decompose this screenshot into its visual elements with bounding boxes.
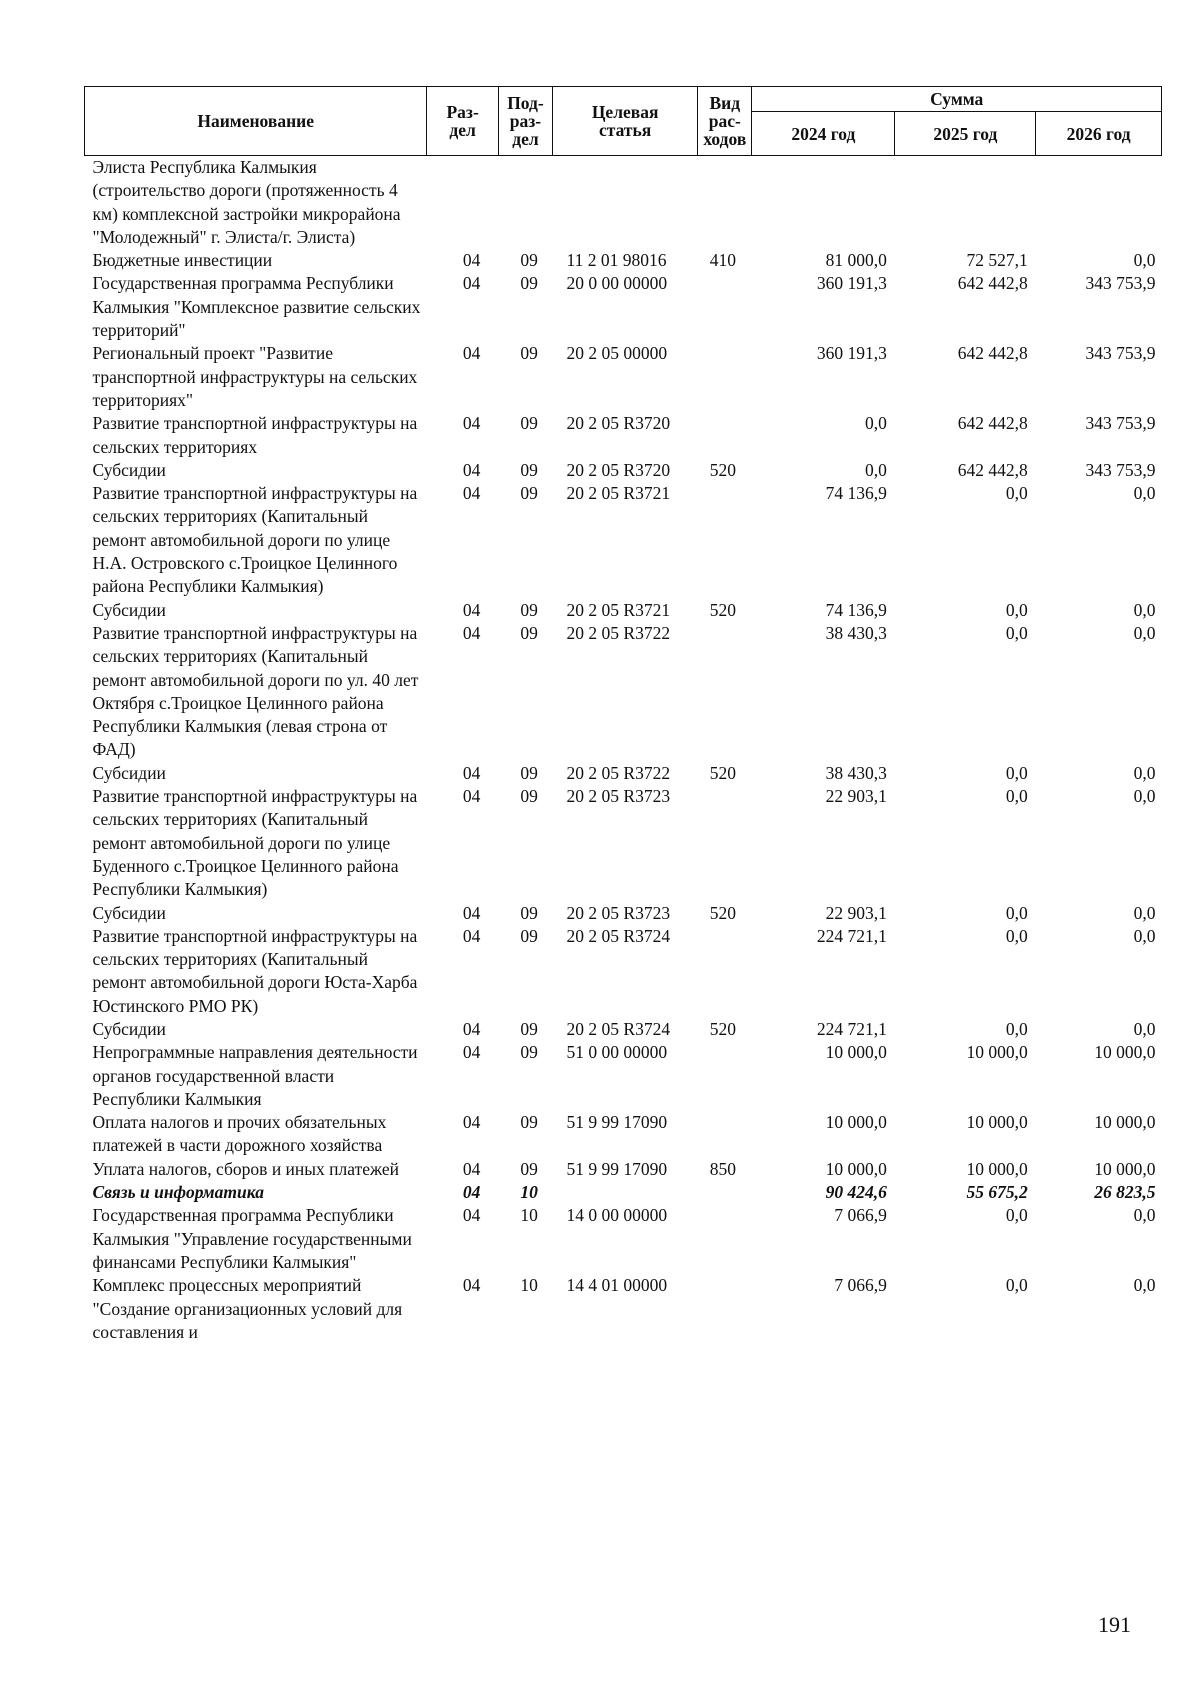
cell-2026: 0,0 [1133,762,1156,783]
cell-vid [698,785,752,901]
cell-vid [698,156,752,250]
cell-razdel: 04 [462,622,481,643]
cell-vid [698,622,752,762]
cell-razdel: 04 [462,925,481,946]
cell-name: Связь и информатика [92,1182,264,1203]
cell-article: 20 2 05 R3722 [566,762,671,783]
cell-vid [698,1204,752,1274]
cell-vid [698,412,752,459]
cell-podrazdel: 09 [520,762,538,783]
cell-article: 20 2 05 R3723 [566,786,671,807]
table-row [85,272,1162,342]
cell-2026 [1036,156,1162,250]
cell-vid [698,482,752,598]
cell-2026: 0,0 [1133,925,1156,946]
cell-vid [698,1274,752,1344]
cell-2024: 0,0 [865,459,887,480]
cell-2024: 38 430,3 [825,762,887,783]
cell-razdel: 04 [462,1182,481,1203]
cell-name: Развитие транспортной инфраструктуры на сельских территориях (Капитальный ремонт автомобильной дороги по ул. 40 лет Октября с.Троицкое Целинного района Республики Калмыкия (левая строна от ФАД) [92,622,419,760]
cell-razdel: 04 [462,786,481,807]
cell-name: Развитие транспортной инфраструктуры на сельских территориях (Капитальный ремонт автомобильной дороги по улице Н.А. Островского с.Троицкое Целинного района Республики Калмыкия) [92,483,418,597]
cell-2025: 642 442,8 [957,413,1028,434]
cell-vid: 520 [709,459,736,480]
cell-vid: 410 [709,250,736,271]
cell-name: Бюджетные инвестиции [92,250,273,271]
cell-razdel: 04 [462,1112,481,1133]
cell-podrazdel: 09 [520,1018,538,1039]
cell-article: 51 0 00 00000 [566,1042,668,1063]
cell-podrazdel: 09 [520,925,538,946]
cell-2025: 642 442,8 [957,273,1028,294]
cell-vid: 520 [709,1018,736,1039]
cell-2026: 0,0 [1133,1275,1156,1296]
cell-podrazdel: 09 [520,902,538,923]
cell-2025: 0,0 [1005,1018,1028,1039]
cell-2024: 22 903,1 [825,902,887,923]
cell-name: Субсидии [92,902,166,923]
cell-name: Региональный проект "Развитие транспортной инфраструктуры на сельских территориях" [92,343,418,410]
table-row [85,459,1162,482]
cell-name: Государственная программа Республики Калмыкия "Комплексное развитие сельских территорий" [92,273,421,341]
cell-2025: 0,0 [1005,483,1028,504]
table-row [85,785,1162,901]
cell-2024: 360 191,3 [816,343,887,364]
cell-podrazdel: 09 [520,1158,538,1179]
cell-2026: 0,0 [1133,1205,1156,1226]
header-name: Наименование [85,87,427,156]
cell-podrazdel: 09 [520,786,538,807]
cell-2024: 38 430,3 [825,622,887,643]
cell-podrazdel [498,156,552,250]
cell-2024: 22 903,1 [825,786,887,807]
cell-vid [698,272,752,342]
cell-2026: 10 000,0 [1094,1112,1156,1133]
cell-name: Субсидии [92,762,166,783]
cell-2025: 642 442,8 [957,459,1028,480]
cell-article: 51 9 99 17090 [566,1158,668,1179]
table-row [85,1111,1162,1158]
cell-podrazdel: 09 [520,1042,538,1063]
cell-name: Развитие транспортной инфраструктуры на сельских территориях (Капитальный ремонт автомобильной дороги по улице Буденного с.Троицкое Целинного района Республики Калмыкия) [92,786,418,900]
table-row [85,1204,1162,1274]
cell-2024: 7 066,9 [834,1205,887,1226]
cell-razdel: 04 [462,1042,481,1063]
table-body [85,156,1162,1345]
cell-article: 11 2 01 98016 [566,250,667,271]
cell-2024 [752,156,895,250]
header-summa: Сумма [752,87,1162,112]
cell-2025: 0,0 [1005,599,1028,620]
cell-2026: 10 000,0 [1094,1158,1156,1179]
cell-2024: 10 000,0 [825,1112,887,1133]
cell-2025: 0,0 [1005,1205,1028,1226]
header-vid-text: Вид рас- ходов [703,93,747,149]
table-row [85,1274,1162,1344]
cell-2026: 0,0 [1133,599,1156,620]
cell-article: 14 4 01 00000 [566,1275,668,1296]
cell-podrazdel: 09 [520,343,538,364]
cell-article: 20 2 05 R3721 [566,483,671,504]
cell-article: 20 2 05 R3724 [566,1018,671,1039]
cell-razdel: 04 [462,762,481,783]
table-row [85,762,1162,785]
cell-name: Непрограммные направления деятельности органов государственной власти Республики Калмыкия [92,1042,418,1109]
cell-vid: 520 [709,902,736,923]
header-2024: 2024 год [752,112,895,156]
cell-name: Развитие транспортной инфраструктуры на сельских территориях (Капитальный ремонт автомобильной дороги Юста-Харба Юстинского РМО РК) [92,925,418,1016]
cell-2025: 10 000,0 [966,1158,1028,1179]
cell-vid [698,342,752,412]
cell-2024: 10 000,0 [825,1158,887,1179]
cell-2024: 10 000,0 [825,1042,887,1063]
table-row [85,342,1162,412]
cell-razdel: 04 [462,483,481,504]
cell-podrazdel: 09 [520,1112,538,1133]
cell-2025: 0,0 [1005,786,1028,807]
cell-podrazdel: 09 [520,273,538,294]
cell-article: 20 2 05 R3724 [566,925,671,946]
cell-2025: 642 442,8 [957,343,1028,364]
cell-2026: 26 823,5 [1094,1182,1156,1203]
cell-article: 20 2 05 R3723 [566,902,671,923]
cell-article: 20 2 05 R3720 [566,413,671,434]
cell-article: 20 2 05 00000 [566,343,668,364]
cell-2025: 0,0 [1005,762,1028,783]
cell-2025: 55 675,2 [966,1182,1028,1203]
cell-2024: 224 721,1 [816,1018,887,1039]
cell-podrazdel: 10 [520,1205,538,1226]
cell-2026: 0,0 [1133,1018,1156,1039]
cell-article: 14 0 00 00000 [566,1205,668,1226]
cell-2024: 81 000,0 [825,250,887,271]
table-row [85,412,1162,459]
table-row [85,1158,1162,1181]
table-row [85,482,1162,598]
cell-razdel: 04 [462,413,481,434]
table-row [85,249,1162,272]
cell-podrazdel: 09 [520,599,538,620]
cell-2025: 0,0 [1005,925,1028,946]
cell-2024: 360 191,3 [816,273,887,294]
cell-podrazdel: 10 [520,1275,538,1296]
header-podrazdel [498,87,552,156]
cell-name: Комплекс процессных мероприятий "Создание организационных условий для составления и [92,1275,403,1342]
cell-razdel: 04 [462,343,481,364]
cell-2024: 74 136,9 [825,599,887,620]
page-number: 191 [1098,1612,1131,1637]
cell-podrazdel: 09 [520,483,538,504]
cell-name: Субсидии [92,1018,166,1039]
cell-name: Субсидии [92,599,166,620]
cell-2025: 72 527,1 [966,250,1028,271]
header-razdel [427,87,499,156]
cell-2026: 343 753,9 [1085,413,1156,434]
cell-podrazdel: 10 [520,1182,538,1203]
table-row [85,1181,1162,1204]
cell-razdel: 04 [462,273,481,294]
table-row [85,1041,1162,1111]
cell-vid [698,1041,752,1111]
cell-name: Уплата налогов, сборов и иных платежей [92,1158,399,1179]
cell-name: Оплата налогов и прочих обязательных платежей в части дорожного хозяйства [92,1112,387,1156]
cell-vid [698,1181,752,1204]
cell-2025 [895,156,1036,250]
table-row [85,925,1162,1018]
cell-article: 20 2 05 R3721 [566,599,671,620]
cell-razdel: 04 [462,459,481,480]
header-article-text: Целевая статья [591,102,659,140]
table-header [85,87,1162,156]
header-2025: 2025 год [895,112,1036,156]
cell-article: 51 9 99 17090 [566,1112,668,1133]
cell-razdel: 04 [462,902,481,923]
cell-vid: 520 [709,599,736,620]
table-row [85,622,1162,762]
cell-2025: 10 000,0 [966,1112,1028,1133]
cell-razdel [427,156,499,250]
cell-2024: 7 066,9 [834,1275,887,1296]
cell-2026: 343 753,9 [1085,343,1156,364]
budget-table [84,86,1162,1344]
cell-vid: 850 [709,1158,736,1179]
cell-2026: 0,0 [1133,902,1156,923]
cell-2024: 224 721,1 [816,925,887,946]
cell-article [553,1181,698,1204]
cell-podrazdel: 09 [520,622,538,643]
cell-podrazdel: 09 [520,250,538,271]
cell-2024: 90 424,6 [825,1182,887,1203]
cell-2026: 0,0 [1133,622,1156,643]
header-podrazdel-text: Под- раз- дел [507,93,544,149]
cell-2025: 0,0 [1005,622,1028,643]
cell-2026: 0,0 [1133,483,1156,504]
table-row [85,902,1162,925]
header-razdel-text: Раз- дел [446,102,479,140]
table-row [85,156,1162,250]
cell-razdel: 04 [462,1158,481,1179]
header-article [553,87,698,156]
cell-2025: 0,0 [1005,1275,1028,1296]
cell-name: Развитие транспортной инфраструктуры на сельских территориях [92,413,418,457]
cell-name: Элиста Республика Калмыкия (строительство дороги (протяженность 4 км) комплексной застройки микрорайона "Молодежный" г. Элиста/г. Элиста) [92,157,401,247]
cell-2026: 0,0 [1133,250,1156,271]
cell-article: 20 0 00 00000 [566,273,668,294]
cell-2026: 343 753,9 [1085,459,1156,480]
cell-vid [698,925,752,1018]
cell-vid: 520 [709,762,736,783]
cell-2024: 74 136,9 [825,483,887,504]
header-vid [698,87,752,156]
cell-name: Государственная программа Республики Калмыкия "Управление государственными финансами Республики Калмыкия" [92,1205,412,1272]
header-2026: 2026 год [1036,112,1162,156]
cell-razdel: 04 [462,599,481,620]
cell-2024: 0,0 [865,413,887,434]
table-row [85,1018,1162,1041]
cell-2026: 0,0 [1133,786,1156,807]
cell-article: 20 2 05 R3722 [566,622,671,643]
cell-article [553,156,698,250]
cell-2026: 343 753,9 [1085,273,1156,294]
cell-2026: 10 000,0 [1094,1042,1156,1063]
cell-2025: 10 000,0 [966,1042,1028,1063]
cell-podrazdel: 09 [520,413,538,434]
cell-razdel: 04 [462,250,481,271]
cell-article: 20 2 05 R3720 [566,459,671,480]
cell-razdel: 04 [462,1275,481,1296]
cell-name: Субсидии [92,459,166,480]
cell-vid [698,1111,752,1158]
cell-2025: 0,0 [1005,902,1028,923]
cell-razdel: 04 [462,1205,481,1226]
cell-podrazdel: 09 [520,459,538,480]
cell-razdel: 04 [462,1018,481,1039]
table-row [85,599,1162,622]
